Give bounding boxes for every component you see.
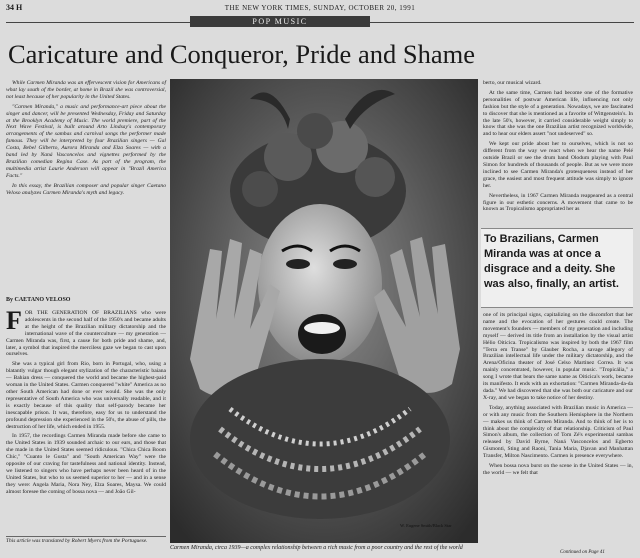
body-column-right-top: berto, our musical wizard. At the same time, Carmen had become one of the formative personalities of postwar American life, influencing not only fashion but the style of a generation. Nowadays, we are fascinated to discover that she is mentioned as a favorite of Wittgenstein's. In the late 50's, however, it carried considerable weight simply to know that she was the one Brazilian artist recognized worldwide, and to hear our elders assert "not undeserved" so. We kept our pride about her to ourselves, which is not so different from the way we react when we hear the name Pelé outside Brazil or see the drum band Olodum playing with Paul Simon for hundreds of thousands of people. But as we were more inclined to see Carmen Miranda's grotesqueness instead of her grace, the easiest and most frequent attitude was simply to ignore her. Nevertheless, in 1967 Carmen Miranda reappeared as a central figure in our esthetic concerns. A movement that came to be known as Tropicalismo appropriated her as xyxy=(483,80,633,213)
body-column-right-bottom: one of its principal signs, capitalizing on the discomfort that her name and the evocation of her gestures could create. The movement's founders — members of my generation and including myself — derived its title from an installation by the visual artist Hélio Oiticica. Tropicalismo was inspired by both the 1967 film "Terra em Transe" by Glauber Rocha, a savage allegory of Brazilian intellectual life under the military dictatorship, and the Arena/Oficina theater of José Celso Martinez Correa. It was mainly concentrated, however, in popular music. "Tropicália," a song I wrote that bears the same name as Oiticica's work, became its manifesto. It ends with an exhortation: "Carmen Miranda-da-da dada." We had discovered that she was both our caricature and our X-ray, and we began to take notice of her destiny. Today, anything associated with Brazilian music in America — or with any music from the Southern Hemisphere in the Northern — makes us think of Carmen Miranda. And to think of her is to think about the complexity of that relationship. Criticism of Paul Simon's album, the collection of Tom Zé's experimental sambas released by David Byrne, Naná Vasconcelos and Egberto Gismonti, Sting and Raoni, Tania Maria, Djavan and Manhattan Transfer, Milton Nascimento. Carmen is presence everywhere. When bossa nova burst on the scene in the United States — in, the world — we felt that xyxy=(483,312,633,476)
masthead: THE NEW YORK TIMES, SUNDAY, OCTOBER 20, 1991 xyxy=(224,4,416,12)
page-number: 34 H xyxy=(6,3,23,12)
headline: Caricature and Conqueror, Pride and Shame xyxy=(8,39,475,69)
continued-line: Continued on Page 41 xyxy=(560,550,605,555)
page-header xyxy=(6,3,634,15)
intro-text: While Carmen Miranda was an effervescent vision for Americans of what lay south of the border, at home in Brazil she was controversial, not least because of her popularity in the United States. "Carmen Miranda," a music and performance-art piece about the singer and dancer, will be presented Wednesday, Friday and Saturday at the Brooklyn Academy of Music. The world premiere, part of the Next Wave Festival, is built around Arto Lindsay's contemporary arrangements of the sambas and carnival songs the performer made famous. They will be interpreted by four Brazilian singers — Gal Costa, Bebel Gilberto, Aurora Miranda and Elza Soares — with a band led by Naná Vasconcelos and vignettes performed by the Brazilian comedian Regina Case. As part of the program, the multimedia artist Laurie Anderson will appear in "Brazil America Facts." In this essay, the Brazilian composer and popular singer Caetano Veloso analyzes Carmen Miranda's myth and legacy. xyxy=(6,80,166,196)
photo-credit: W. Eugene Smith/Black Star xyxy=(400,523,452,528)
section-label: POP MUSIC xyxy=(190,16,370,27)
portrait-illustration xyxy=(170,79,478,543)
drop-cap: F xyxy=(6,306,22,335)
pull-quote: To Brazilians, Carmen Miranda was at once a disgrace and a deity. She was also, finally, an artist. xyxy=(481,228,633,308)
photo-caption: Carmen Miranda, circa 1939—a complex relationship between a rich music from a poor country and the rest of the world xyxy=(170,545,463,551)
body-column-left: FOR THE GENERATION OF BRAZILIANS who were adolescents in the second half of the 1950's and became adults at the height of the Brazilian military dictatorship and the international wave of the counterculture — my generation — Carmen Miranda was, first, a cause for both pride and shame, and, later, a symbol that inspired the merciless gaze we began to cast upon ourselves. She was a typical girl from Rio, born in Portugal, who, using a blatantly vulgar though elegant stylization of the characteristic baiana — Bahian dress — conquered the world and became the highest-paid woman in the United States. Carmen conquered "white" America as no other South American had done or ever would. She was the only representative of South America who was universally readable, and it is exactly because of this quality that self-parody became her inescapable prison. It was, therefore, easy for us to understand the profound depression she experienced in the 50's, the abuse of pills, the destruction of her life, which ended in 1955. In 1957, the recordings Carmen Miranda made before she came to the United States in 1939 sounded archaic to our ears, and those that she made in the United States seemed ridiculous. "Chica Chica Boom Chic," "Cuanto le Gusta" and "South American Way" were the opposite of our craving for tastefulness and national identity. Instead, we listened to singers who have perhaps never been heard of in the United States, but who to us seemed superior to her — and in a sense they were: Angela Maria, Nora Ney, Elza Soares, Maysa. We could almost foresee the coming of bossa nova — and João Gil- xyxy=(6,306,166,495)
translation-note: This article was translated by Robert Myers from the Portuguese. xyxy=(6,536,166,545)
byline: By CAETANO VELOSO xyxy=(6,297,71,303)
carmen-miranda-photo xyxy=(170,79,478,543)
